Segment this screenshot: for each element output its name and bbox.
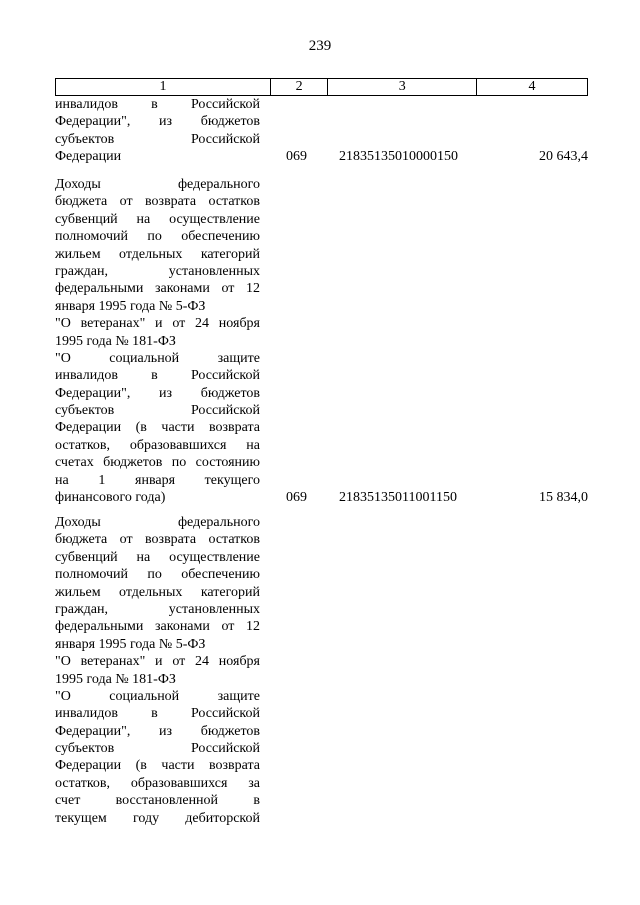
- description-line: 1995 года № 181-ФЗ: [55, 333, 176, 349]
- amount: 20 643,4: [539, 149, 588, 165]
- table-row: [55, 514, 588, 827]
- page-number: 239: [308, 38, 332, 54]
- description-line: остатков, образовавшихся на: [55, 437, 260, 453]
- description-line: Доходы федерального: [55, 515, 260, 530]
- description-line: января 1995 года № 5-ФЗ: [55, 298, 206, 314]
- description-line: субъектов Российской: [55, 131, 260, 147]
- row-description: [55, 514, 260, 827]
- header-col-4: 4: [477, 79, 588, 96]
- description-line: Федерации: [55, 149, 122, 165]
- description-line: "О ветеранах" и от 24 ноября: [55, 316, 260, 332]
- description-line: Федерации", из бюджетов: [55, 723, 260, 739]
- description-line: полномочий по обеспечению: [55, 567, 260, 583]
- description-line: инвалидов в Российской: [55, 368, 260, 384]
- table-row: [55, 176, 588, 506]
- description-line: бюджета от возврата остатков: [55, 194, 260, 210]
- description-line: субъектов Российской: [55, 403, 260, 419]
- description-line: федеральными законами от 12: [55, 281, 260, 297]
- header-col-3: 3: [328, 79, 477, 96]
- budget-classification-code: 21835135010000150: [339, 149, 458, 165]
- description-line: инвалидов в Российской: [55, 97, 260, 112]
- description-line: Федерации", из бюджетов: [55, 385, 260, 401]
- description-line: субвенций на осуществление: [55, 549, 260, 565]
- row-values: [55, 489, 588, 506]
- description-line: счет восстановленной в: [55, 793, 260, 809]
- description-line: остатков, образовавшихся за: [55, 775, 260, 791]
- budget-classification-code: 21835135011001150: [339, 490, 457, 506]
- description-line: субвенций на осуществление: [55, 211, 260, 227]
- description-line: "О ветеранах" и от 24 ноября: [55, 654, 260, 670]
- description-line: счетах бюджетов по состоянию: [55, 455, 260, 471]
- description-line: финансового года): [55, 490, 166, 506]
- table-header-row: [56, 79, 588, 96]
- header-col-2: 2: [270, 79, 328, 96]
- description-line: Федерации", из бюджетов: [55, 114, 260, 130]
- description-line: текущем году дебиторской: [55, 810, 260, 826]
- description-line: Федерации (в части возврата: [55, 420, 260, 436]
- description-line: субъектов Российской: [55, 741, 260, 757]
- description-line: федеральными законами от 12: [55, 619, 260, 635]
- amount: 15 834,0: [539, 490, 588, 506]
- description-line: граждан, установленных: [55, 263, 260, 279]
- table-row: [55, 96, 588, 166]
- row-description: [55, 176, 260, 506]
- description-line: 1995 года № 181-ФЗ: [55, 671, 176, 687]
- description-line: жильем отдельных категорий: [55, 246, 260, 262]
- description-line: бюджета от возврата остатков: [55, 532, 260, 548]
- description-line: января 1995 года № 5-ФЗ: [55, 636, 206, 652]
- description-line: "О социальной защите: [55, 350, 260, 366]
- description-line: граждан, установленных: [55, 601, 260, 617]
- admin-code: 069: [286, 149, 307, 165]
- row-values: [55, 148, 588, 165]
- header-col-1: 1: [56, 79, 271, 96]
- description-line: инвалидов в Российской: [55, 706, 260, 722]
- admin-code: 069: [286, 490, 307, 506]
- table-header: [55, 78, 588, 96]
- description-line: Доходы федерального: [55, 177, 260, 192]
- description-line: полномочий по обеспечению: [55, 229, 260, 245]
- description-line: жильем отдельных категорий: [55, 584, 260, 600]
- description-line: на 1 января текущего: [55, 472, 260, 488]
- description-line: Федерации (в части возврата: [55, 758, 260, 774]
- description-line: "О социальной защите: [55, 688, 260, 704]
